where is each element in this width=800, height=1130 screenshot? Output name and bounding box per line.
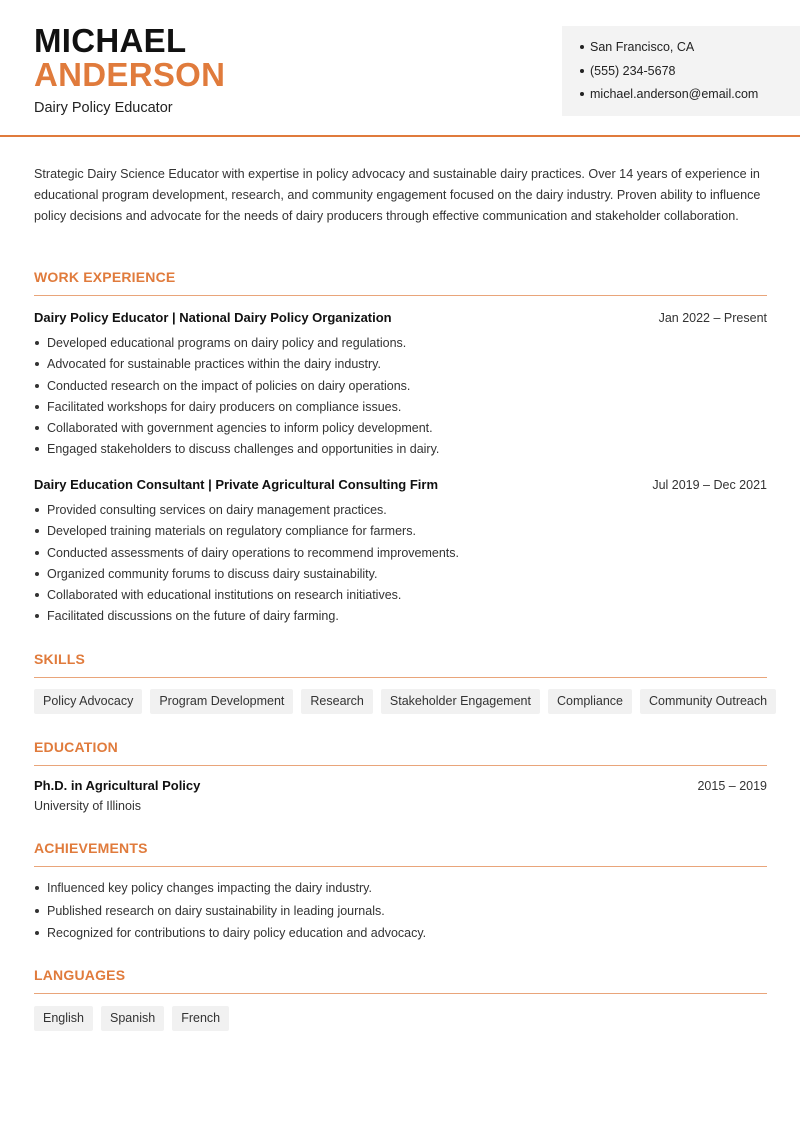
skill-chip: Program Development	[150, 689, 293, 714]
skill-chip: Compliance	[548, 689, 632, 714]
section-title-achievements: ACHIEVEMENTS	[34, 839, 767, 867]
last-name: ANDERSON	[34, 56, 226, 93]
contact-phone: (555) 234-5678	[580, 63, 800, 87]
list-item: Engaged stakeholders to discuss challenges and opportunities in dairy.	[34, 441, 767, 462]
contact-location: San Francisco, CA	[580, 39, 800, 63]
list-item: Advocated for sustainable practices within the dairy industry.	[34, 356, 767, 377]
skill-chip: Research	[301, 689, 373, 714]
contact-email[interactable]: michael.anderson@email.com	[580, 86, 800, 110]
education-date: 2015 – 2019	[697, 779, 767, 793]
section-title-skills: SKILLS	[34, 650, 767, 678]
language-chip: English	[34, 1006, 93, 1031]
list-item: Facilitated workshops for dairy producers on compliance issues.	[34, 399, 767, 420]
contact-box	[562, 26, 800, 116]
list-item: Collaborated with government agencies to inform policy development.	[34, 420, 767, 441]
job-title: Dairy Policy Educator	[34, 100, 173, 116]
job-bullets-1	[34, 335, 767, 463]
skill-chip: Policy Advocacy	[34, 689, 142, 714]
job-date: Jul 2019 – Dec 2021	[652, 478, 767, 492]
section-title-education: EDUCATION	[34, 738, 767, 766]
list-item: Developed training materials on regulatory compliance for farmers.	[34, 523, 767, 544]
skills-list	[34, 689, 776, 714]
section-title-work: WORK EXPERIENCE	[34, 268, 767, 296]
first-name: MICHAEL	[34, 22, 187, 59]
language-chip: Spanish	[101, 1006, 164, 1031]
job-heading-2	[34, 476, 767, 494]
section-title-languages: LANGUAGES	[34, 966, 767, 994]
languages-list	[34, 1006, 229, 1031]
achievements-list	[34, 880, 767, 948]
list-item: Conducted assessments of dairy operations to recommend improvements.	[34, 545, 767, 566]
list-item: Developed educational programs on dairy policy and regulations.	[34, 335, 767, 356]
resume-header	[0, 0, 800, 137]
list-item: Organized community forums to discuss dairy sustainability.	[34, 566, 767, 587]
education-degree: Ph.D. in Agricultural Policy	[34, 778, 201, 793]
list-item: Published research on dairy sustainability in leading journals.	[34, 903, 767, 926]
job-role: Dairy Policy Educator | National Dairy Policy Organization	[34, 310, 392, 325]
job-date: Jan 2022 – Present	[658, 311, 767, 325]
list-item: Facilitated discussions on the future of dairy farming.	[34, 608, 767, 629]
summary: Strategic Dairy Science Educator with expertise in policy advocacy and sustainable dairy practices. Over 14 years of experience in educational program development, research, and community engagement focused on the dairy industry. Proven ability to influence policy decisions and advocate for the needs of dairy producers through effective communication and stakeholder collaboration.	[34, 167, 761, 223]
list-item: Provided consulting services on dairy management practices.	[34, 502, 767, 523]
job-bullets-2	[34, 502, 767, 630]
list-item: Conducted research on the impact of policies on dairy operations.	[34, 378, 767, 399]
job-heading-1	[34, 309, 767, 327]
list-item: Collaborated with educational institutions on research initiatives.	[34, 587, 767, 608]
skill-chip: Community Outreach	[640, 689, 776, 714]
job-role: Dairy Education Consultant | Private Agricultural Consulting Firm	[34, 477, 439, 492]
language-chip: French	[172, 1006, 229, 1031]
contact-list	[580, 39, 800, 110]
list-item: Influenced key policy changes impacting the dairy industry.	[34, 880, 767, 903]
education-school: University of Illinois	[34, 799, 141, 813]
list-item: Recognized for contributions to dairy policy education and advocacy.	[34, 925, 767, 948]
skill-chip: Stakeholder Engagement	[381, 689, 540, 714]
